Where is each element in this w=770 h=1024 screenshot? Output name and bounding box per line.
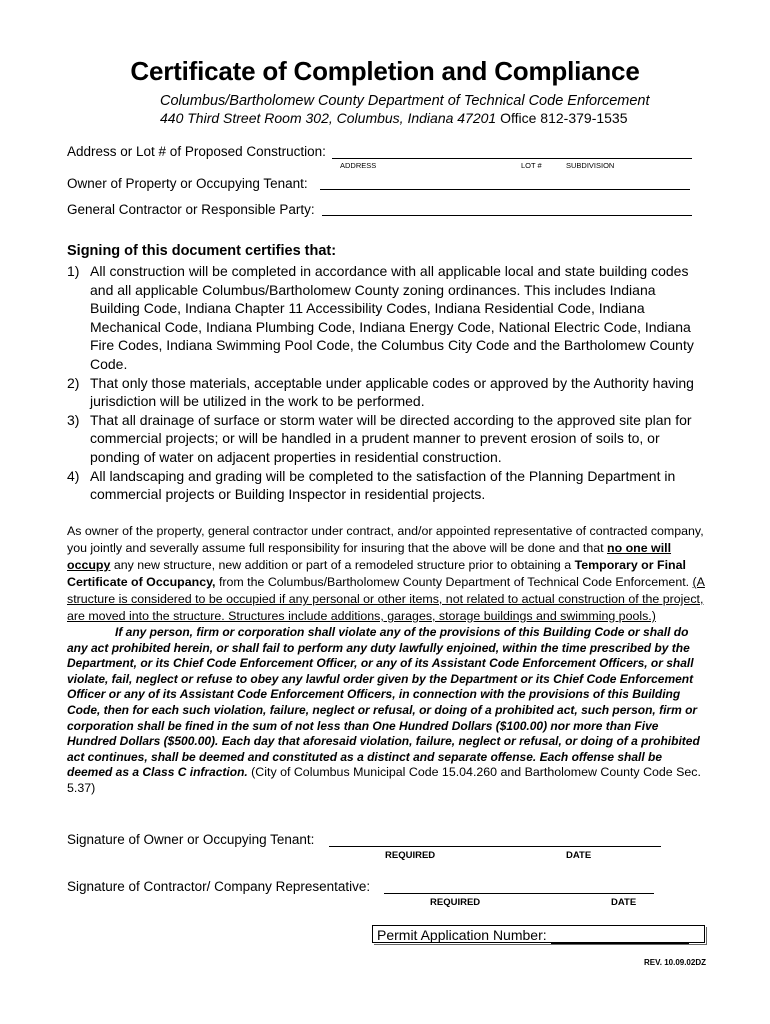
responsibility-paragraph: As owner of the property, general contractor under contract, and/or appointed representative of contracted company, you jointly and severally assume full responsibility for insuring that the above will be done and that no one will occupy any new structure, new addition or part of a remodeled structure prior to obtaining a Temporary or Final Certificate of Occupancy, from the Columbus/Bartholomew County Department of Technical Code Enforcement. (A structure is considered to be occupied if any personal or other items, not related to actual construction of the project, are moved into the structure. Structures include additions, garages, storage buildings and swimming pools.) If any person, firm or corporation shall violate any of the provisions of this Building Code or shall do any act prohibited herein, or shall fail to perform any duty lawfully enjoined, within the time prescribed by the Department, or its Chief Code Enforcement Officer, or any of its Assistant Code Enforcement Officers, or shall violate, fail, neglect or refuse to obey any lawful order given by the Department or its Chief Code Enforcement Officer or any of its Assistant Code Enforcement Officers, in connection with the provisions of this Building Code, then for each such violation, failure, neglect or refusal, or doing of a prohibited act, such person, firm or corporation shall be fined in the sum of not less than One Hundred Dollars ($100.00) nor more than Five Hundred Dollars ($500.00). Each day that aforesaid violation, failure, neglect or refusal, or doing of a prohibited act continues, shall be deemed and constituted as a distinct and separate offense. Each offense shall be deemed as a Class C infraction. (City of Columbus Municipal Code 15.04.260 and Bartholomew County Code Sec. 5.37) bbox=[67, 523, 707, 797]
owner-line[interactable] bbox=[320, 189, 690, 190]
list-item: 3) That all drainage of surface or storm water will be directed according to the approved site plan for commercial projects; or will be handled in a prudent manner to prevent erosion of soils to, or ponding of water on adjacent properties in residential construction. bbox=[67, 411, 692, 465]
address-sub-lot: LOT # bbox=[521, 161, 542, 170]
street-address: 440 Third Street Room 302, Columbus, Indiana 47201 bbox=[160, 110, 497, 126]
no-one-will-occupy: no one will occupy bbox=[67, 541, 672, 572]
address-line[interactable] bbox=[332, 158, 692, 159]
address-sub-address: ADDRESS bbox=[340, 161, 377, 170]
contractor-label: General Contractor or Responsible Party: bbox=[67, 202, 315, 217]
list-item: 4) All landscaping and grading will be completed to the satisfaction of the Planning Department in commercial projects or Building Inspector in residential projects. bbox=[67, 467, 676, 503]
list-item: 1) All construction will be completed in accordance with all applicable local and state building codes and all applicable Columbus/Bartholomew County zoning ordinances. This includes Indiana Building Code, Indiana Chapter 11 Accessibility Codes, Indiana Residential Code, Indiana Mechanical Code, Indiana Plumbing Code, Indiana Energy Code, National Electric Code, Indiana Fire Codes, Indiana Swimming Pool Code, the Columbus City Code and the Bartholomew County Code. bbox=[67, 263, 694, 372]
owner-signature-label: Signature of Owner or Occupying Tenant: bbox=[67, 832, 315, 847]
office-phone: Office 812-379-1535 bbox=[500, 110, 628, 126]
contractor-date: DATE bbox=[611, 897, 637, 908]
contractor-signature-label: Signature of Contractor/ Company Representative: bbox=[67, 879, 371, 894]
owner-label: Owner of Property or Occupying Tenant: bbox=[67, 176, 308, 191]
occupied-note: (A structure is considered to be occupied if any personal or other items, not related to actual construction of the project, are moved into the structure. Structures include additions, garages, storage buildings and swimming pools.) bbox=[67, 575, 705, 623]
owner-signature-line[interactable] bbox=[329, 846, 661, 847]
penalty-text: If any person, firm or corporation shall violate any of the provisions of this Building Code or shall do any act prohibited herein, or shall fail to perform any duty lawfully enjoined, within the time prescribed by the Department, or its Chief Code Enforcement Officer, or any of its Assistant Code Enforcement Officers, or shall violate, fail, neglect or refuse to obey any lawful order given by the Department or its Chief Code Enforcement Officer or any of its Assistant Code Enforcement Officers, in connection with the provisions of this Building Code, then for each such violation, failure, neglect or refusal, or doing of a prohibited act, such person, firm or corporation shall be fined in the sum of not less than One Hundred Dollars ($100.00) nor more than Five Hundred Dollars ($500.00). Each day that aforesaid violation, failure, neglect or refusal, or doing of a prohibited act continues, shall be deemed and constituted as a distinct and separate offense. Each offense shall be deemed as a Class C infraction. (City of Columbus Municipal Code 15.04.260 and Bartholomew County Code Sec. 5.37) bbox=[67, 625, 701, 795]
permit-number-line[interactable] bbox=[551, 931, 689, 944]
address-sub-subdivision: SUBDIVISION bbox=[566, 161, 615, 170]
permit-application-box[interactable] bbox=[372, 925, 705, 943]
permit-label: Permit Application Number: bbox=[377, 927, 547, 943]
address-label: Address or Lot # of Proposed Construction: bbox=[67, 144, 326, 159]
revision-code: REV. 10.09.02DZ bbox=[644, 958, 706, 967]
page-title: Certificate of Completion and Compliance bbox=[130, 56, 640, 86]
owner-required: REQUIRED bbox=[385, 850, 436, 861]
code-citation: (City of Columbus Municipal Code 15.04.260 and Bartholomew County Code Sec. 5.37) bbox=[67, 765, 701, 795]
certificate-of-occupancy: Temporary or Final Certificate of Occupancy, bbox=[67, 558, 686, 589]
contractor-signature-line[interactable] bbox=[384, 893, 654, 894]
list-item: 2) That only those materials, acceptable under applicable codes or approved by the Authority having jurisdiction will be utilized in the work to be performed. bbox=[67, 374, 694, 410]
owner-date: DATE bbox=[566, 850, 592, 861]
contractor-line[interactable] bbox=[322, 215, 692, 216]
office-address bbox=[160, 110, 628, 126]
contractor-required: REQUIRED bbox=[430, 897, 481, 908]
certifies-heading: Signing of this document certifies that: bbox=[67, 243, 337, 259]
department-name: Columbus/Bartholomew County Department of Technical Code Enforcement bbox=[160, 93, 650, 109]
certifies-list bbox=[67, 262, 707, 504]
